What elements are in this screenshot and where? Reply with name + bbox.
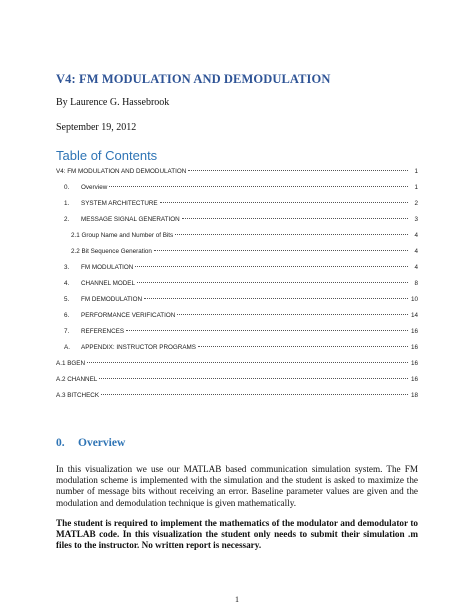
toc-entry-page: 16: [410, 360, 418, 367]
toc-entry-label: PERFORMANCE VERIFICATION: [81, 312, 176, 319]
toc-entry-page: 10: [410, 296, 418, 303]
page-number: 1: [235, 595, 239, 604]
requirement-paragraph: The student is required to implement the mathematics of the modulator and demodulator to MATLAB code. In this visualization the student only needs to submit their simulation .m files to the instructor. No written report is necessary.: [56, 518, 418, 551]
toc-entry-page: 4: [414, 232, 418, 239]
toc-entry-page: 14: [410, 312, 418, 319]
overview-paragraph: In this visualization we use our MATLAB based communication simulation system. The FM modulation scheme is implemented with the simulation and the student is asked to maximize the number of message bits without receiving an error. Baseline parameter values are given and the modulation and demodulation technique is given mathematically.: [56, 464, 418, 508]
toc-entry[interactable]: [56, 392, 418, 404]
toc-entry-number: 2.: [64, 216, 70, 223]
toc-entry-number: 7.: [64, 328, 70, 335]
toc-entry-page: 16: [410, 328, 418, 335]
toc-entry-page: 1: [414, 168, 418, 175]
toc-entry-label: 2.2 Bit Sequence Generation: [71, 248, 152, 255]
toc-leader-dots: [144, 298, 408, 299]
toc-entry-page: 2: [414, 200, 418, 207]
toc-leader-dots: [135, 266, 408, 267]
toc-entry[interactable]: [56, 248, 418, 260]
toc-entry-page: 4: [414, 248, 418, 255]
toc-entry-page: 1: [414, 184, 418, 191]
toc-entry-number: A.: [64, 344, 70, 351]
toc-entry-page: 3: [414, 216, 418, 223]
toc-entry-label: V4: FM MODULATION AND DEMODULATION: [56, 168, 187, 175]
toc-leader-dots: [188, 170, 408, 171]
toc-entry[interactable]: [56, 296, 418, 308]
toc-entry-number: 4.: [64, 280, 70, 287]
toc-entry-label: 2.1 Group Name and Number of Bits: [71, 232, 174, 239]
toc-entry-page: 16: [410, 344, 418, 351]
toc-leader-dots: [182, 218, 408, 219]
toc-entry-label: CHANNEL MODEL: [81, 280, 135, 287]
toc-entry-page: 8: [414, 280, 418, 287]
toc-leader-dots: [160, 202, 408, 203]
toc-entry-label: REFERENCES: [81, 328, 125, 335]
toc-entry[interactable]: [56, 232, 418, 244]
toc-entry-label: APPENDIX: INSTRUCTOR PROGRAMS: [81, 344, 196, 351]
toc-entry[interactable]: [56, 344, 418, 356]
date-line: September 19, 2012: [56, 122, 137, 133]
toc-entry-label: FM MODULATION: [81, 264, 134, 271]
toc-leader-dots: [126, 330, 408, 331]
toc-entry[interactable]: [56, 264, 418, 276]
toc-entry[interactable]: [56, 168, 418, 180]
toc-entry-number: 1.: [64, 200, 70, 207]
toc-leader-dots: [198, 346, 408, 347]
toc-entry[interactable]: [56, 328, 418, 340]
toc-entry-label: Overview: [81, 184, 108, 191]
toc-entry-page: 4: [414, 264, 418, 271]
toc-entry-number: 5.: [64, 296, 70, 303]
toc-heading: Table of Contents: [56, 148, 158, 163]
toc-entry[interactable]: [56, 216, 418, 228]
toc-entry[interactable]: [56, 312, 418, 324]
toc-leader-dots: [87, 362, 408, 363]
toc-entry[interactable]: [56, 360, 418, 372]
toc-entry-page: 18: [410, 392, 418, 399]
toc-leader-dots: [175, 234, 408, 235]
toc-entry-number: 3.: [64, 264, 70, 271]
toc-leader-dots: [177, 314, 408, 315]
toc-entry-number: 0.: [64, 184, 70, 191]
document-title: V4: FM MODULATION AND DEMODULATION: [56, 72, 331, 86]
toc-entry[interactable]: [56, 200, 418, 212]
author-line: By Laurence G. Hassebrook: [56, 97, 170, 108]
toc-entry-label: A.3 BITCHECK: [56, 392, 100, 399]
toc-leader-dots: [99, 378, 408, 379]
toc-entry-label: FM DEMODULATION: [81, 296, 143, 303]
toc-entry-label: A.2 CHANNEL: [56, 376, 98, 383]
section-heading: [56, 437, 125, 449]
toc-entry[interactable]: [56, 184, 418, 196]
toc-entry-label: SYSTEM ARCHITECTURE: [81, 200, 158, 207]
section-number: 0.: [56, 437, 65, 449]
toc-leader-dots: [154, 250, 408, 251]
toc-entry-label: A.1 BGEN: [56, 360, 86, 367]
toc-entry[interactable]: [56, 376, 418, 388]
toc-entry-number: 6.: [64, 312, 70, 319]
toc-entry-label: MESSAGE SIGNAL GENERATION: [81, 216, 180, 223]
toc-leader-dots: [109, 186, 408, 187]
toc-leader-dots: [137, 282, 408, 283]
toc-entry-page: 16: [410, 376, 418, 383]
toc-leader-dots: [101, 394, 408, 395]
toc-entry[interactable]: [56, 280, 418, 292]
section-title: Overview: [78, 437, 126, 449]
